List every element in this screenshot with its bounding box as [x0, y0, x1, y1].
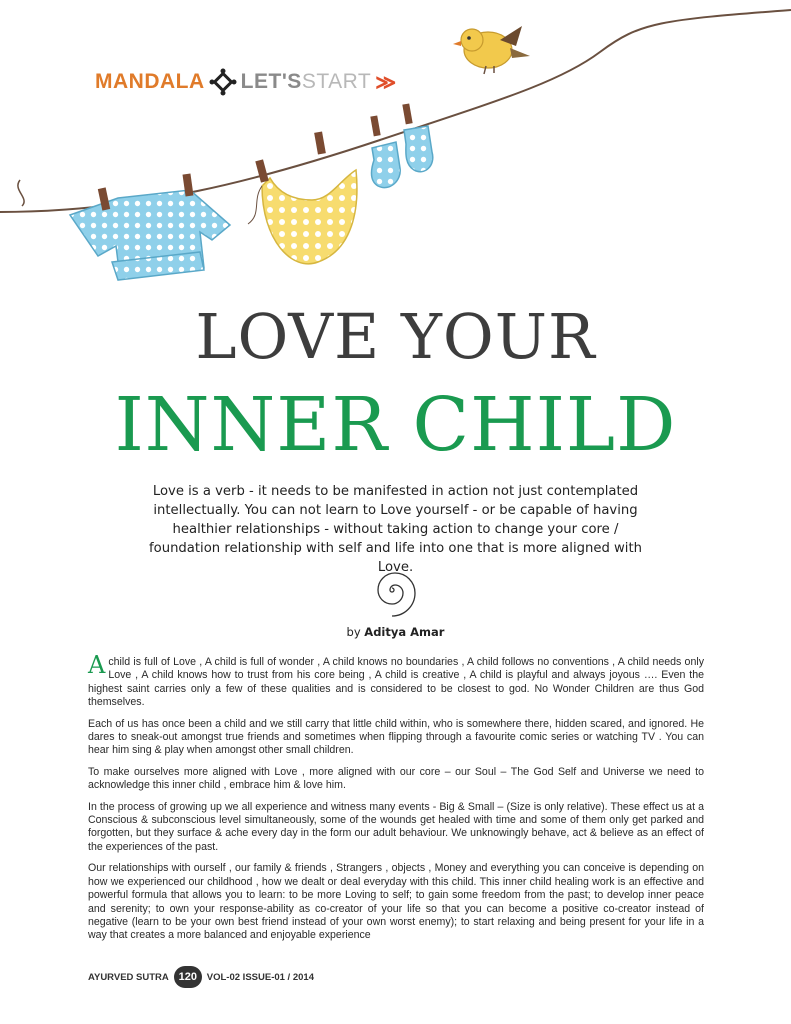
body-paragraph-1-text: child is full of Love , A child is full of wonder , A child knows no boundaries , A child follows no conventions , A child needs only Love , A child knows how to trust from his core being , A child is creative , A child is playful and always joyous …. Even the highest saint carries only a few of these qualities and is considered to be closest to god. No Wonder Children are thus God themselves.	[88, 656, 704, 709]
byline-prefix: by	[346, 625, 361, 639]
mandala-knot-icon	[209, 68, 237, 96]
page-title-line-2: INNER CHILD	[114, 382, 677, 468]
body-paragraph-5: Our relationships with ourself , our family & friends , Strangers , objects , Money and everything you can conceive is depending on how we experienced our childhood , how we dealt or deal everyday with this child. This inner child healing work is an effective and powerful formula that allows you to learn: to be more Loving to self; to gain some freedom from the past; to develop inner peace and serenity; to own your response-ability as co-creator of your life so that you can become a positive co-creator instead of negative (learn to be your own best friend instead of your own worst enemy); to start relaxing and being present for your life in a way that creates a more balanced and enjoyable experience	[88, 862, 704, 942]
magazine-name: AYURVED SUTRA	[88, 971, 169, 983]
issue-info: VOL-02 ISSUE-01 / 2014	[206, 971, 314, 983]
drop-cap: A	[88, 651, 106, 679]
body-paragraph-3: To make ourselves more aligned with Love , more aligned with our core – our Soul – The God Self and Universe we need to acknowledge this inner child , embrace him & love him.	[88, 765, 704, 792]
intro-paragraph: Love is a verb - it needs to be manifested in action not just contemplated intellectually. You can not learn to Love yourself - or be capable of having healthier relationships - without taking action to change your core / foundation relationship with self and life into one that is more aligned with Love.	[149, 484, 642, 575]
baby-socks	[372, 126, 433, 188]
spiral-icon	[364, 562, 420, 618]
section-label: MANDALA	[95, 70, 205, 93]
subsection-bold: LET'S	[240, 70, 302, 93]
section-header	[95, 68, 397, 96]
body-paragraph-1	[88, 651, 704, 710]
baby-bib	[248, 170, 357, 264]
page-footer	[88, 966, 314, 988]
double-chevron-right-icon: ≫	[375, 71, 397, 94]
page-number: 120	[174, 966, 202, 988]
page-title-line-1: LOVE YOUR	[195, 300, 596, 373]
article-body	[88, 651, 704, 951]
body-paragraph-4: In the process of growing up we all experience and witness many events - Big & Small – (Size is only relative). These effect us at a Conscious & subconscious level simultaneously, some of the wounds get healed with time and some of them only get parked and forgotten, but they surface & ache every day in the form our adult behaviour. We unknowingly behave, act & believe as an effect of the experiences of the past.	[88, 800, 704, 853]
subsection-light: START	[301, 70, 372, 93]
byline	[0, 625, 791, 639]
author-name: Aditya Amar	[364, 625, 445, 639]
baby-shirt	[70, 190, 230, 280]
clothesline-illustration	[0, 0, 791, 300]
bird-icon	[453, 26, 530, 74]
body-paragraph-2: Each of us has once been a child and we still carry that little child within, who is somewhere there, hidden scared, and ignored. He dares to sneak-out amongst true friends and sometimes when flipping through a favourite comic series or watching TV . You can hear him sing & play when amongst other small children.	[88, 717, 704, 757]
